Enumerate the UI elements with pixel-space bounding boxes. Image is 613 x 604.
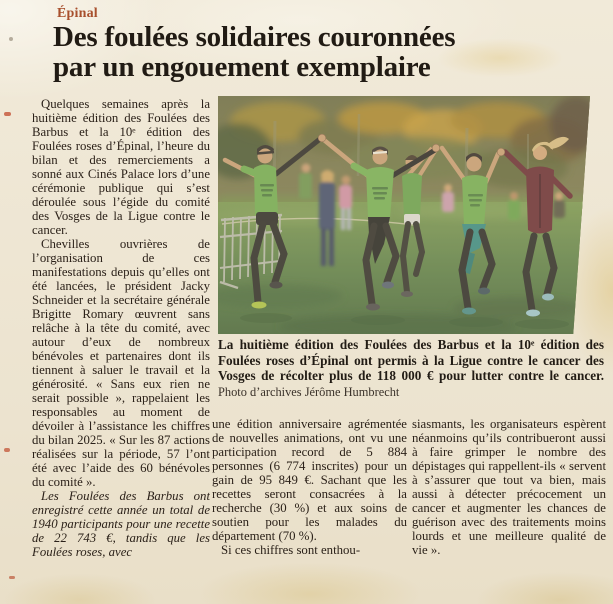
paragraph: Chevilles ouvrières de l’organisation de ces manifestations depuis qu’elles ont été lancées, le président Jacky Schneider et la secrétaire générale Brigitte Romary œuvrent sans relâche à la tête du comité, avec autour d’eux de nombreux bénévoles et partenaires dont ils tiennent à saluer le travail et la générosité. « Sans eux rien ne serait possible », rappelaient les responsables au moment de dévoiler à l’assistance les chiffres du bilan 2025. « Sur les 87 actions réalisées sur la période, 57 l’ont été avec l’aide des 60 bénévoles du comité ». — [32, 237, 210, 489]
paragraph: Si ces chiffres sont enthou- — [221, 543, 361, 557]
article-middle-column — [212, 417, 407, 603]
caption-credit: Photo d’archives Jérôme Humbrecht — [218, 384, 400, 399]
article-photo — [218, 96, 590, 334]
scan-mark — [9, 37, 13, 41]
article-left-column — [32, 97, 210, 603]
headline-line-2: par un engouement exemplaire — [53, 51, 431, 83]
paragraph: Quelques semaines après la huitième édition des Foulées des Barbus et la 10ᵉ édition des Foulées roses d’Épinal, l’heure du bilan et des remerciements a sonné aux Cinés Palace lors d’une cérémonie publique qui s’est déroulée sous l’égide du comité des Vosges de la Ligue contre le cancer. — [32, 97, 210, 237]
paragraph: siasmants, les organisateurs espèrent néanmoins qu’ils contribueront aussi à faire grimper le nombre des dépistages qui rappellent-ils « servent à s’assurer que tout va bien, mais aussi à détecter précocement un cancer et augmenter les chances de guérison avec des traitements moins lourds et une meilleure qualité de vie ». — [412, 417, 606, 557]
article-right-column — [412, 417, 606, 603]
scan-mark — [4, 448, 10, 452]
headline — [53, 22, 605, 82]
kicker: Épinal — [57, 6, 98, 21]
caption-text: La huitième édition des Foulées des Barbus et la 10ᵉ édition des Foulées roses d’Épinal ont permis à la Ligue contre le cancer des Vosges de récolter plus de 118 000 € pour lutter contre le cancer. — [218, 337, 604, 384]
headline-line-1: Des foulées solidaires couronnées — [53, 21, 456, 53]
scan-mark — [4, 112, 11, 116]
scan-mark — [9, 576, 15, 579]
paragraph: Les Foulées des Barbus ont enregistré cette année un total de 1940 participants pour une recette de 22 743 €, tandis que les Foulées roses, avec — [32, 489, 210, 559]
photo-illustration — [218, 96, 590, 334]
paragraph: une édition anniversaire agrémentée de nouvelles animations, ont vu une participation record de 5 884 personnes (6 774 inscrites) pour un gain de 95 849 €. Sachant que les recettes seront consacrées à la recherche (30 %) et aux soins de soutien pour les malades du département (70 %). — [212, 417, 407, 543]
photo-caption — [218, 337, 604, 400]
